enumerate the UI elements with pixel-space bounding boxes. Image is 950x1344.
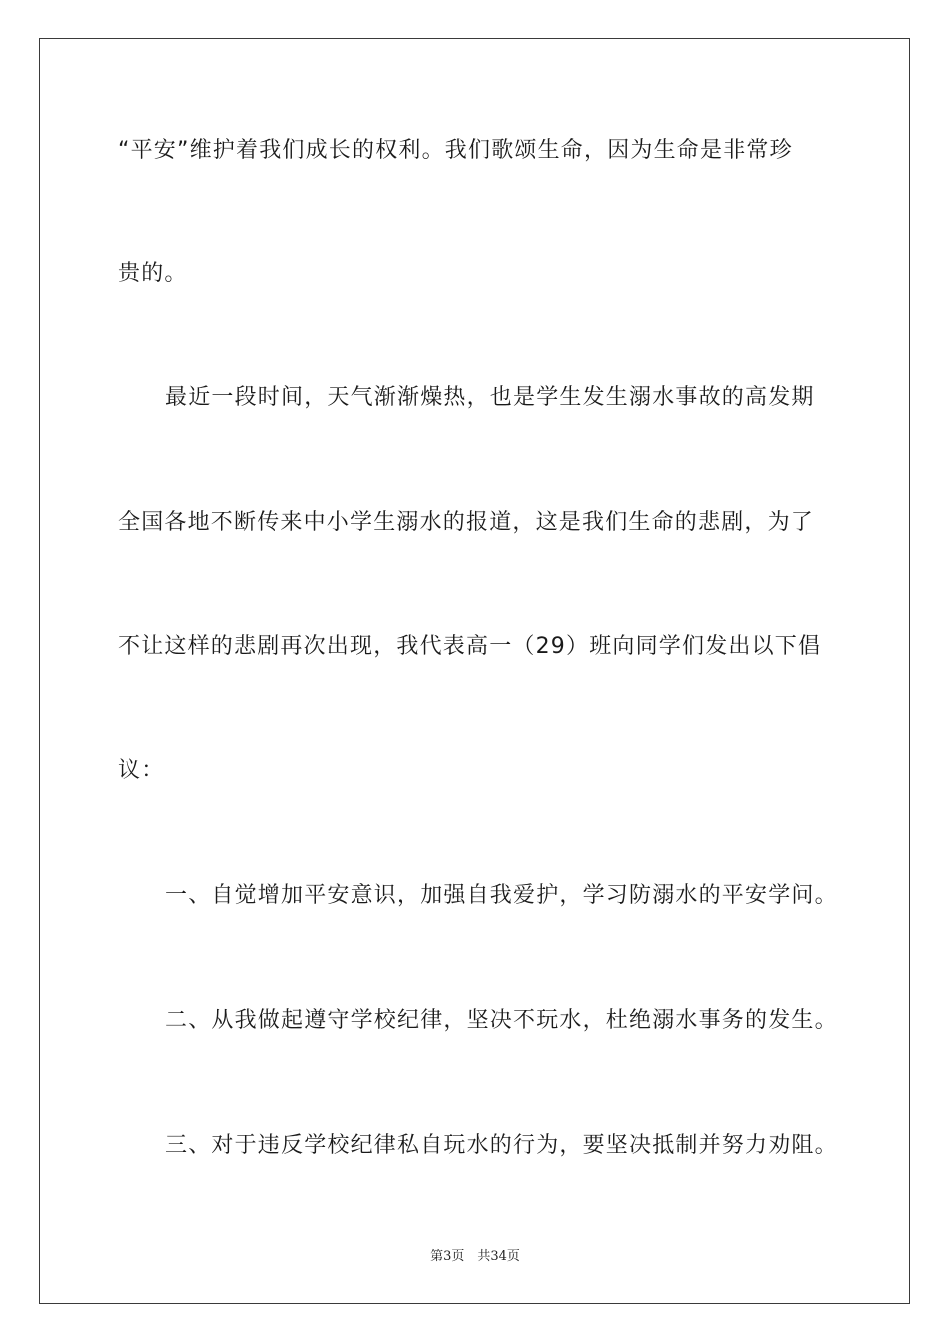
text-line: 最近一段时间，天气渐渐燥热，也是学生发生溺水事故的高发期 [165, 385, 815, 410]
text-line: 议： [118, 758, 165, 783]
page-number: 第3页 共34页 [430, 1249, 520, 1264]
text-line: 不让这样的悲剧再次出现，我代表高一（29）班向同学们发出以下倡 [118, 634, 822, 659]
text-line: 二、从我做起遵守学校纪律，坚决不玩水，杜绝溺水事务的发生。 [165, 1008, 838, 1033]
text-line: 贵的。 [118, 261, 188, 286]
text-line: 一、自觉增加平安意识，加强自我爱护，学习防溺水的平安学问。 [165, 883, 838, 908]
text-line: “平安”维护着我们成长的权利。我们歌颂生命，因为生命是非常珍 [118, 138, 793, 163]
page-frame [39, 38, 910, 1304]
text-line: 全国各地不断传来中小学生溺水的报道，这是我们生命的悲剧，为了 [118, 510, 815, 535]
text-line: 三、对于违反学校纪律私自玩水的行为，要坚决抵制并努力劝阻。 [165, 1133, 838, 1158]
